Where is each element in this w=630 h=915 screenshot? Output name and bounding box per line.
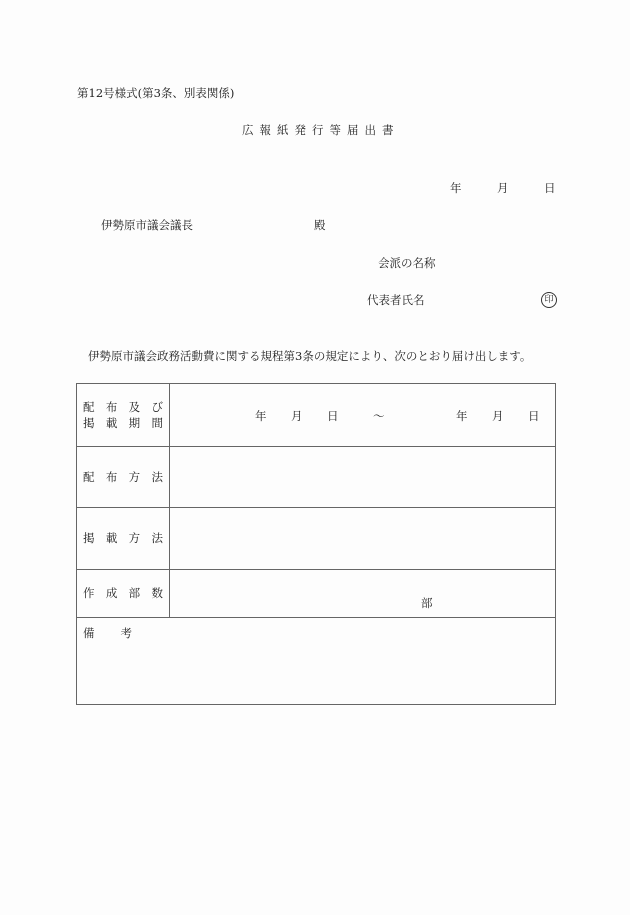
- posting-method-field[interactable]: [171, 507, 555, 569]
- form-number: 第12号様式(第3条、別表関係): [77, 86, 235, 100]
- label-posting-method: 掲 載 方 法: [77, 507, 170, 569]
- application-table: [76, 383, 556, 705]
- month-label: 月: [497, 181, 509, 195]
- label-period: 配 布 及 び 掲 載 期 間: [77, 384, 170, 446]
- start-day: 日: [327, 409, 339, 423]
- copies-unit: 部: [421, 596, 433, 610]
- end-year: 年: [456, 409, 468, 423]
- row-copies: [77, 569, 555, 618]
- copies-field[interactable]: [171, 569, 555, 617]
- day-label: 日: [544, 181, 556, 195]
- start-month: 月: [291, 409, 303, 423]
- addressee-honorific: 殿: [314, 218, 326, 232]
- year-label: 年: [450, 181, 462, 195]
- label-copies: 作 成 部 数: [77, 569, 170, 617]
- representative-name-label: 代表者氏名: [367, 293, 425, 307]
- row-distribution-method: [77, 446, 555, 508]
- period-field[interactable]: [171, 384, 555, 446]
- row-period: [77, 384, 555, 447]
- distribution-method-field[interactable]: [171, 446, 555, 507]
- end-day: 日: [528, 409, 540, 423]
- addressee-name: 伊勢原市議会議長: [101, 218, 193, 232]
- label-remarks: 備 考: [83, 626, 132, 640]
- seal-mark: [541, 291, 557, 308]
- end-month: 月: [492, 409, 504, 423]
- document-title: 広報紙発行等届出書: [242, 123, 400, 137]
- row-posting-method: [77, 507, 555, 570]
- row-remarks[interactable]: [77, 617, 555, 704]
- start-year: 年: [255, 409, 267, 423]
- faction-name-label: 会派の名称: [378, 256, 436, 270]
- tilde: ～: [373, 409, 385, 423]
- label-distribution-method: 配 布 方 法: [77, 446, 170, 507]
- seal-icon: 印: [541, 292, 557, 308]
- intro-text: 伊勢原市議会政務活動費に関する規程第3条の規定により、次のとおり届け出します。: [88, 349, 532, 363]
